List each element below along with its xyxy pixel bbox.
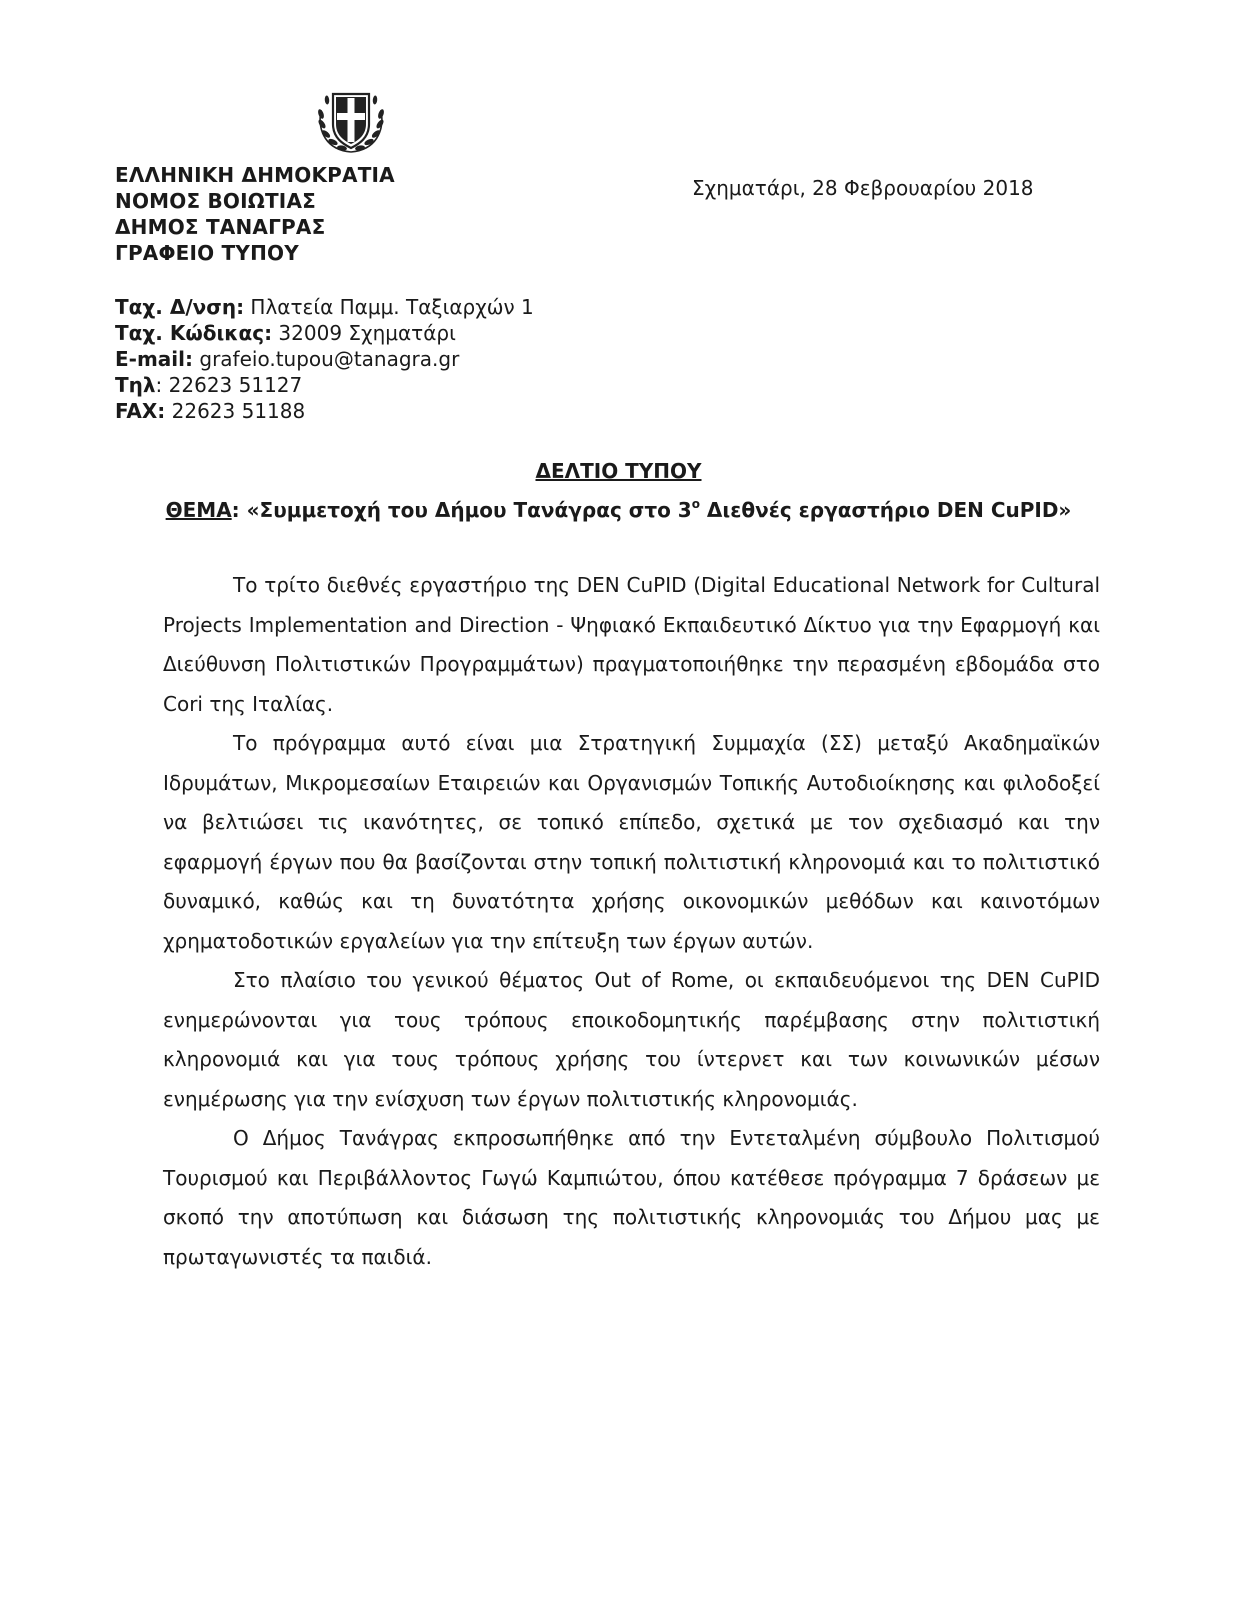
subject-text-end: Διεθνές εργαστήριο DEN CuPID» — [699, 498, 1072, 522]
contact-phone — [115, 372, 534, 398]
document-date: Σχηματάρι, 28 Φεβρουαρίου 2018 — [692, 176, 1034, 200]
contact-label: Ταχ. Κώδικας: — [115, 321, 273, 345]
body-paragraph: Το τρίτο διεθνές εργαστήριο της DEN CuPID (Digital Educational Network for Cultural Projects Implementation and Direction - Ψηφιακό Εκπαιδευτικό Δίκτυο για την Εφαρμογή και Διεύθυνση Πολιτιστικών Προγραμμάτων) πραγματοποιήθηκε την περασμένη εβδομάδα στο Cori της Ιταλίας. — [163, 573, 1100, 716]
subject-line — [0, 498, 1237, 522]
contact-value: 32009 Σχηματάρι — [272, 321, 456, 345]
contact-value: Πλατεία Παμμ. Ταξιαρχών 1 — [244, 295, 534, 319]
org-line-municipality: ΔΗΜΟΣ ΤΑΝΑΓΡΑΣ — [115, 215, 326, 239]
body-paragraph: Ο Δήμος Τανάγρας εκπροσωπήθηκε από την Εντεταλμένη σύμβουλο Πολιτισμού Τουρισμού και Περιβάλλοντος Γωγώ Καμπιώτου, όπου κατέθεσε πρόγραμμα 7 δράσεων με σκοπό την αποτύπωση και διάσωση της πολιτιστικής κληρονομιάς του Δήμου μας με πρωταγωνιστές τα παιδιά. — [163, 1126, 1100, 1269]
contact-value: 22623 51188 — [165, 399, 306, 423]
contact-email — [115, 346, 534, 372]
contact-label: FAX: — [115, 399, 166, 423]
contact-label: Ταχ. Δ/νση: — [115, 295, 245, 319]
subject-separator: : — [231, 498, 247, 522]
body-paragraph: Το πρόγραμμα αυτό είναι μια Στρατηγική Συμμαχία (ΣΣ) μεταξύ Ακαδημαϊκών Ιδρυμάτων, Μικρομεσαίων Εταιρειών και Οργανισμών Τοπικής Αυτοδιοίκησης και φιλοδοξεί να βελτιώσει τις ικανότητες, σε τοπικό επίπεδο, σχετικά με τον σχεδιασμό και την εφαρμογή έργων που θα βασίζονται στην τοπική πολιτιστική κληρονομιά και το πολιτιστικό δυναμικό, καθώς και τη δυνατότητα χρήσης οικονομικών μεθόδων και καινοτόμων χρηματοδοτικών εργαλείων για την επίτευξη των έργων αυτών. — [163, 731, 1100, 953]
contact-value: : 22623 51127 — [155, 373, 303, 397]
issuer-block — [115, 162, 395, 266]
contact-address — [115, 294, 534, 320]
greek-coat-of-arms-icon — [309, 86, 393, 158]
subject-label: ΘΕΜΑ — [165, 498, 232, 522]
contact-block — [115, 294, 534, 424]
contact-postcode — [115, 320, 534, 346]
org-line-country: ΕΛΛΗΝΙΚΗ ΔΗΜΟΚΡΑΤΙΑ — [115, 163, 395, 187]
body-paragraph: Στο πλαίσιο του γενικού θέματος Out of Rome, οι εκπαιδευόμενοι της DEN CuPID ενημερώνονται για τους τρόπους εποικοδομητικής παρέμβασης στην πολιτιστική κληρονομιά και για τους τρόπους χρήσης του ίντερνετ και των κοινωνικών μέσων ενημέρωσης για την ενίσχυση των έργων πολιτιστικής κληρονομιάς. — [163, 968, 1100, 1111]
subject-superscript: ο — [691, 497, 700, 511]
document-title: ΔΕΛΤΙΟ ΤΥΠΟΥ — [535, 459, 702, 483]
contact-fax — [115, 398, 534, 424]
contact-label: Τηλ — [115, 373, 156, 397]
org-line-office: ΓΡΑΦΕΙΟ ΤΥΠΟΥ — [115, 241, 299, 265]
press-release-body — [163, 566, 1100, 1277]
org-line-prefecture: ΝΟΜΟΣ ΒΟΙΩΤΙΑΣ — [115, 189, 316, 213]
contact-label: E-mail: — [115, 347, 194, 371]
subject-text-start: «Συμμετοχή του Δήμου Τανάγρας στο 3 — [246, 498, 692, 522]
contact-value: grafeio.tupou@tanagra.gr — [193, 347, 460, 371]
